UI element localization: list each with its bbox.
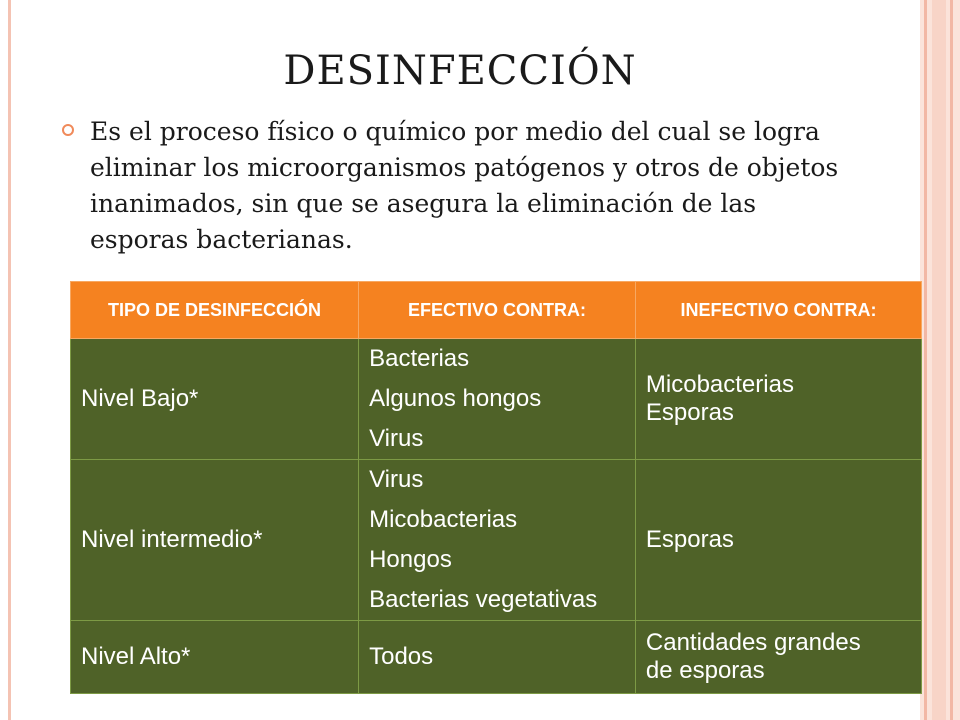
disinfection-table [70, 281, 922, 694]
cell-text: Nivel intermedio* [81, 526, 263, 553]
cell-text: Cantidades grandes [645, 629, 861, 656]
cell-text: Nivel Alto* [81, 643, 191, 670]
cell-text: de esporas [645, 657, 765, 684]
cell-text: Bacterias vegetativas [369, 586, 598, 613]
header-efectivo: EFECTIVO CONTRA: [359, 282, 636, 339]
cell-text: Bacterias [369, 345, 470, 372]
bullet-text: Es el proceso físico o químico por medio del cual se logra eliminar los microorganismos patógenos y otros de objetos inanimados, sin que se asegura la eliminación de las esporas bacterianas. [90, 117, 839, 254]
cell-inefectivo [635, 621, 921, 694]
cell-text: Todos [369, 643, 434, 670]
bullet-paragraph [62, 114, 842, 258]
cell-text: Esporas [645, 526, 734, 553]
right-decorative-band [920, 0, 960, 720]
cell-text: Esporas [645, 399, 734, 426]
cell-text: Hongos [369, 546, 452, 573]
table-row [71, 621, 922, 694]
slide-title: DESINFECCIÓN [283, 48, 637, 94]
cell-text: Nivel Bajo* [81, 385, 199, 412]
cell-inefectivo [635, 339, 921, 460]
right-stripe-3 [950, 0, 953, 720]
table-row [71, 460, 922, 621]
cell-text: Micobacterias [369, 506, 518, 533]
cell-tipo [71, 339, 359, 460]
header-tipo: TIPO DE DESINFECCIÓN [71, 282, 359, 339]
left-decorative-border [8, 0, 11, 720]
cell-text: Micobacterias [645, 371, 794, 398]
cell-text: Virus [369, 466, 424, 493]
right-stripe-2 [932, 0, 946, 720]
header-inefectivo: INEFECTIVO CONTRA: [635, 282, 921, 339]
cell-inefectivo [635, 460, 921, 621]
bullet-circle-icon [62, 124, 74, 136]
cell-efectivo [359, 460, 636, 621]
cell-text: Algunos hongos [369, 385, 542, 412]
cell-tipo [71, 460, 359, 621]
cell-tipo [71, 621, 359, 694]
table-header-row [71, 282, 922, 339]
cell-text: Virus [369, 425, 424, 452]
table-row [71, 339, 922, 460]
right-stripe-1 [924, 0, 927, 720]
cell-efectivo [359, 339, 636, 460]
cell-efectivo [359, 621, 636, 694]
